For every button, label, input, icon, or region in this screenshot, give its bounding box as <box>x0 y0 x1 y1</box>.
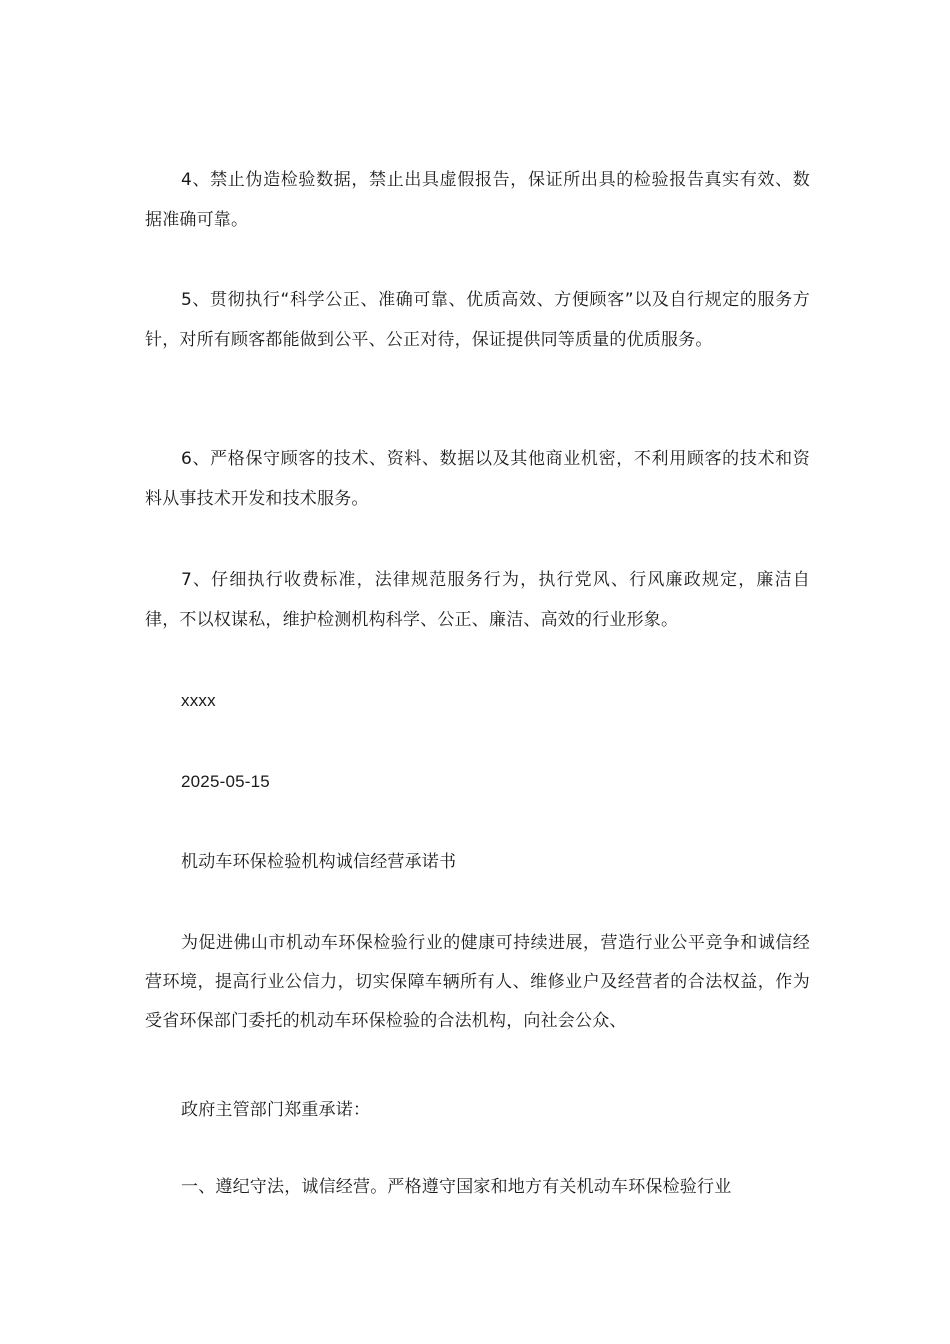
intro-continuation: 政府主管部门郑重承诺： <box>181 1100 371 1120</box>
commitment-item-6: 6、严格保守顾客的技术、资料、数据以及其他商业机密，不利用顾客的技术和资料从事技术开发和技术服务。 <box>145 449 810 509</box>
signature: xxxx <box>181 691 216 710</box>
document-title: 机动车环保检验机构诚信经营承诺书 <box>181 852 457 872</box>
intro-paragraph: 为促进佛山市机动车环保检验行业的健康可持续进展，营造行业公平竞争和诚信经营环境，提高行业公信力，切实保障车辆所有人、维修业户及经营者的合法权益，作为受省环保部门委托的机动车环保检验的合法机构，向社会公众、 <box>145 933 810 1031</box>
date: 2025-05-15 <box>181 772 270 791</box>
commitment-item-5: 5、贯彻执行“科学公正、准确可靠、优质高效、方便顾客”以及自行规定的服务方针，对所有顾客都能做到公平、公正对待，保证提供同等质量的优质服务。 <box>145 290 810 350</box>
commitment-item-7: 7、仔细执行收费标准，法律规范服务行为，执行党风、行风廉政规定，廉洁自律，不以权谋私，维护检测机构科学、公正、廉洁、高效的行业形象。 <box>145 570 810 630</box>
commitment-section-1: 一、遵纪守法，诚信经营。严格遵守国家和地方有关机动车环保检验行业 <box>181 1177 732 1197</box>
commitment-item-4: 4、禁止伪造检验数据，禁止出具虚假报告，保证所出具的检验报告真实有效、数据准确可靠。 <box>145 170 810 230</box>
